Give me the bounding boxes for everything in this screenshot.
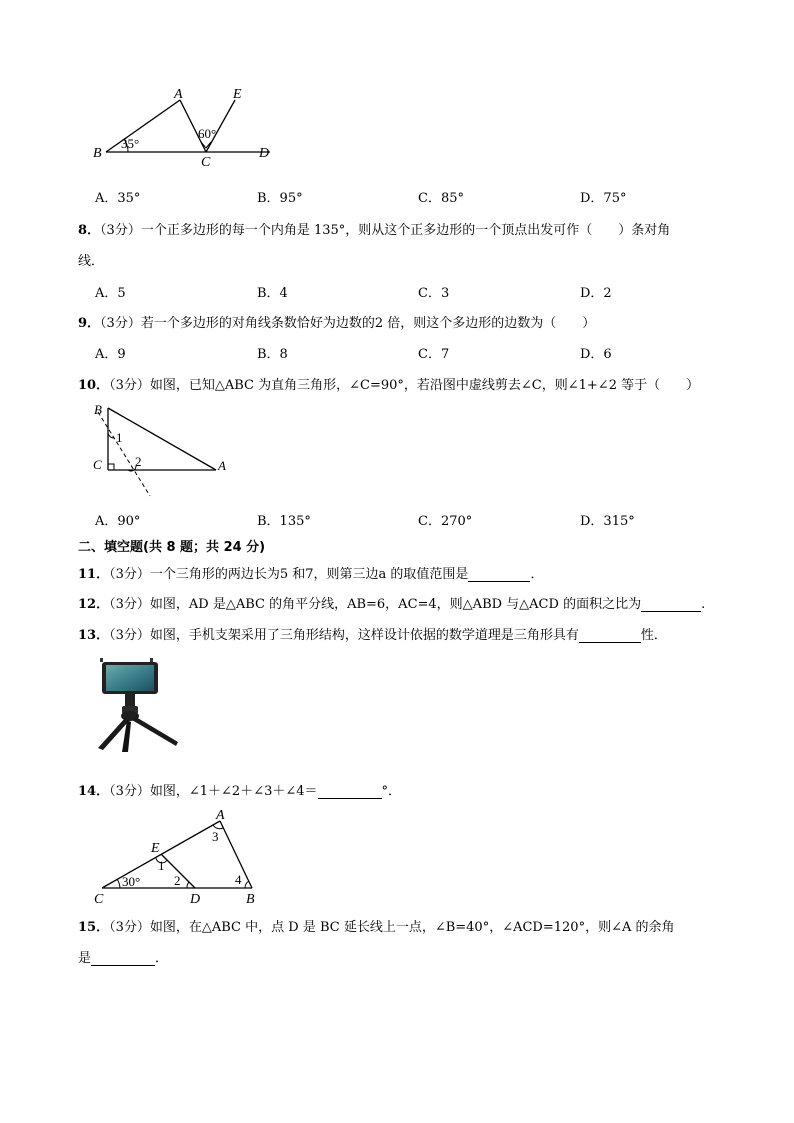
q13-number: 13． bbox=[78, 628, 110, 643]
fig10-label-b: B bbox=[94, 402, 102, 417]
fig10-angle-2: 2 bbox=[135, 454, 142, 469]
q8-number: 8． bbox=[78, 223, 101, 238]
q12-text: 如图，AD 是△ABC 的角平分线，AB=6，AC=4，则△ABD 与△ACD 的面积之比为 bbox=[149, 597, 642, 612]
q7-option-b[interactable]: B．95° bbox=[257, 191, 303, 206]
q15-answer-blank[interactable] bbox=[91, 952, 155, 966]
q13-question bbox=[78, 624, 667, 643]
q9-text: 若一个多边形的对角线条数恰好为边数的2 倍，则这个多边形的边数为（ ） bbox=[140, 316, 596, 331]
q10-option-a[interactable]: A．90° bbox=[95, 514, 141, 529]
fig14-label-d: D bbox=[190, 892, 201, 907]
q13-answer-blank[interactable] bbox=[579, 629, 641, 643]
q10-number: 10． bbox=[78, 378, 110, 393]
section-2-heading: 二、填空题(共 8 题；共 24 分) bbox=[78, 540, 266, 555]
fig7-label-b: B bbox=[93, 146, 102, 161]
q11-score: （3分） bbox=[109, 567, 150, 582]
q8-text-cont: 线． bbox=[78, 254, 105, 269]
q15-score: （3分） bbox=[109, 920, 150, 935]
fig7-label-a: A bbox=[174, 87, 183, 102]
q10-option-d[interactable]: D．315° bbox=[580, 514, 635, 529]
q15-tail: ． bbox=[155, 951, 169, 966]
q14-score: （3分） bbox=[109, 784, 150, 799]
fig10-label-a: A bbox=[218, 458, 226, 473]
fig14-angle-3: 3 bbox=[212, 829, 219, 844]
q13-tail: 性． bbox=[640, 628, 667, 643]
fig7-angle-b: 35° bbox=[121, 136, 140, 151]
q14-tail: °． bbox=[381, 784, 402, 799]
q12-tail: . bbox=[701, 597, 706, 612]
q9-question bbox=[78, 312, 595, 331]
q7-option-a[interactable]: A．35° bbox=[95, 191, 141, 206]
fig7-label-c: C bbox=[201, 155, 211, 170]
q11-tail: ． bbox=[530, 567, 544, 582]
fig14-label-e: E bbox=[151, 841, 160, 856]
q12-number: 12． bbox=[78, 597, 110, 612]
fig14-angle-1: 1 bbox=[158, 858, 165, 873]
q12-question bbox=[78, 593, 705, 612]
q15-text-cont: 是 bbox=[78, 951, 92, 966]
q10-option-b[interactable]: B．135° bbox=[257, 514, 311, 529]
q13-text: 如图，手机支架采用了三角形结构，这样设计依据的数学道理是三角形具有 bbox=[149, 628, 579, 643]
q9-number: 9． bbox=[78, 316, 101, 331]
q14-figure bbox=[88, 804, 268, 908]
fig14-label-c: C bbox=[94, 892, 104, 907]
q7-option-d[interactable]: D．75° bbox=[580, 191, 627, 206]
q15-question-cont bbox=[78, 947, 168, 966]
q8-option-a[interactable]: A．5 bbox=[95, 286, 126, 301]
q11-question bbox=[78, 563, 543, 582]
q10-text: 如图，已知△ABC 为直角三角形，∠C=90°，若沿图中虚线剪去∠C，则∠1+∠2 等于（ ） bbox=[149, 378, 700, 393]
fig14-label-a: A bbox=[216, 808, 225, 823]
q15-number: 15． bbox=[78, 920, 110, 935]
fig7-angle-c: 60° bbox=[198, 126, 217, 141]
fig7-label-d: D bbox=[259, 146, 270, 161]
q8-option-b[interactable]: B．4 bbox=[257, 286, 288, 301]
q15-question bbox=[78, 916, 674, 935]
q8-option-d[interactable]: D．2 bbox=[580, 286, 612, 301]
q7-option-c[interactable]: C．85° bbox=[418, 191, 464, 206]
q14-number: 14． bbox=[78, 784, 110, 799]
fig14-angle-30: 30° bbox=[122, 874, 141, 889]
phone-stand-image bbox=[92, 654, 182, 754]
q14-question bbox=[78, 780, 401, 799]
q13-score: （3分） bbox=[109, 628, 150, 643]
q10-question bbox=[78, 374, 699, 393]
q14-answer-blank[interactable] bbox=[318, 785, 382, 799]
q9-option-a[interactable]: A．9 bbox=[95, 347, 126, 362]
q8-question bbox=[78, 219, 670, 238]
q7-figure bbox=[88, 82, 288, 172]
fig14-angle-4: 4 bbox=[235, 872, 242, 887]
fig14-label-b: B bbox=[246, 892, 255, 907]
q10-figure bbox=[88, 400, 238, 500]
q8-score: （3分） bbox=[100, 223, 141, 238]
q8-option-c[interactable]: C．3 bbox=[418, 286, 450, 301]
q9-score: （3分） bbox=[100, 316, 141, 331]
q11-text: 一个三角形的两边长为5 和7，则第三边a 的取值范围是 bbox=[149, 567, 469, 582]
q12-score: （3分） bbox=[109, 597, 150, 612]
q9-option-c[interactable]: C．7 bbox=[418, 347, 450, 362]
fig10-label-c: C bbox=[93, 457, 102, 472]
q11-answer-blank[interactable] bbox=[468, 568, 530, 582]
fig14-angle-2: 2 bbox=[174, 873, 181, 888]
q11-number: 11． bbox=[78, 567, 110, 582]
q10-score: （3分） bbox=[109, 378, 150, 393]
q10-option-c[interactable]: C．270° bbox=[418, 514, 473, 529]
q12-answer-blank[interactable] bbox=[641, 598, 701, 612]
q8-text: 一个正多边形的每一个内角是 135°，则从这个正多边形的一个顶点出发可作（ ）条对角 bbox=[140, 223, 671, 238]
q14-text: 如图，∠1＋∠2＋∠3＋∠4＝ bbox=[149, 784, 318, 799]
q9-option-d[interactable]: D．6 bbox=[580, 347, 612, 362]
fig7-label-e: E bbox=[233, 87, 242, 102]
q15-text: 如图，在△ABC 中，点 D 是 BC 延长线上一点，∠B=40°，∠ACD=120°，则∠A 的余角 bbox=[149, 920, 675, 935]
q9-option-b[interactable]: B．8 bbox=[257, 347, 288, 362]
fig10-angle-1: 1 bbox=[116, 430, 123, 445]
